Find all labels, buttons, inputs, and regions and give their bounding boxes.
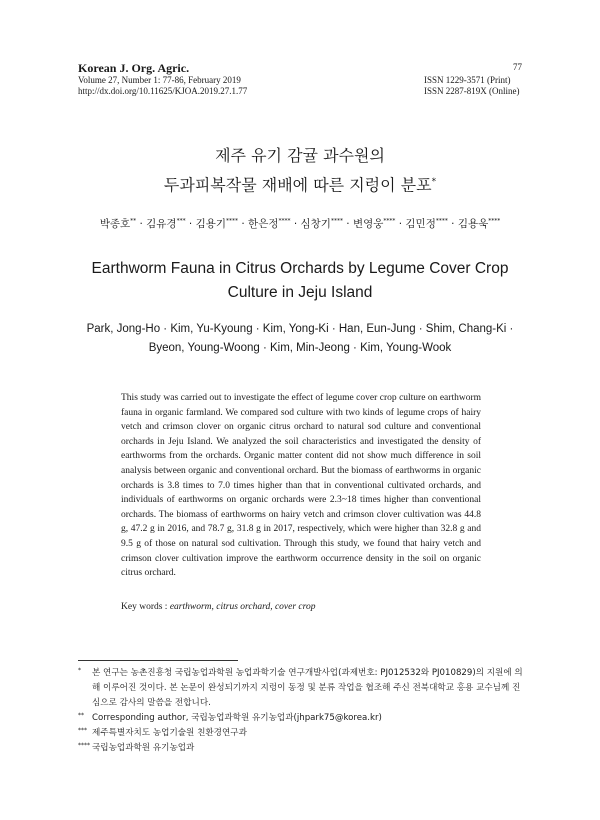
keywords-value: earthworm, citrus orchard, cover crop: [169, 602, 316, 612]
author: 변영웅****: [352, 217, 396, 230]
footnote-funding: * 본 연구는 농촌진흥청 국립농업과학원 농업과학기술 연구개발사업(과제번호: PJ012532와 PJ010829)의 지원에 의해 이루어진 것이다. 본 논문이 완성되기까지 지렁이 동정 및 분류 작업을 협조해 주신 전북대학교 홍용 교수님께 진심으로 감사의 말씀을 전합니다.: [78, 667, 523, 708]
author: 심창기****: [300, 217, 343, 230]
abstract-text: This study was carried out to investigate the effect of legume cover crop culture on earthworm fauna in organic farmland. We compared sod culture with two kinds of legume crops of hairy vetch and crimson clover on organic citrus orchard to natural sod culture and conventional orchards in Jeju Island. We analyzed the soil characteristics and investigated the density of earthworms from the orchards. Organic matter content did not show much difference in soil analysis between organic and conventional orchard. But the biomass of earthworms in organic orchards is 3.8 times to 7.0 times higher than that in conventional cultivated orchards, and individuals of earthworms on organic orchards were 2.3~18 times higher than conventional orchards. The biomass of earthworms on hairy vetch and crimson clover cultivation was 44.8 g, 47.2 g in 2016, and 78.7 g, 31.8 g in 2017, respectively, which were higher than 32.8 g and 9.5 g of those on natural sod cultivation. Through this study, we found that hairy vetch and crimson clover cultivation improve the earthworm occurrence density in the soil on organic citrus orchard.: [121, 393, 481, 579]
author: 박종호**: [99, 217, 137, 230]
issn-print: ISSN 1229-3571 (Print): [424, 75, 511, 85]
author: 김용기****: [195, 217, 239, 230]
english-title-line1: Earthworm Fauna in Citrus Orchards by Legume Cover Crop: [91, 260, 509, 277]
page-number: 77: [513, 62, 522, 72]
author: 김민정****: [405, 217, 448, 230]
keywords-label: Key words :: [121, 602, 168, 612]
footnote-affiliation-naas: **** 국립농업과학원 유기농업과: [78, 742, 195, 753]
author: 김유경***: [146, 217, 186, 230]
footnote-marker: *: [431, 177, 437, 187]
doi-link[interactable]: http://dx.doi.org/10.11625/KJOA.2019.27.1.77: [78, 86, 248, 96]
korean-title-line2: 두과피복작물 재배에 따른 지렁이 분포*: [163, 175, 437, 195]
korean-author-list: 박종호** · 김유경*** · 김용기**** · 한은정**** · 심창기**** · 변영웅**** · 김민정**** · 김용욱****: [99, 217, 501, 230]
english-title: [0, 257, 600, 305]
keywords: [121, 602, 315, 612]
footnote-affiliation-jeju: *** 제주특별자치도 농업기술원 친환경연구과: [78, 727, 247, 738]
issn-block: [424, 75, 520, 97]
english-author-list: [0, 320, 600, 358]
author: 김용욱****: [457, 217, 501, 230]
english-authors-line2: Byeon, Young-Woong · Kim, Min-Jeong · Kim, Young-Wook: [148, 342, 452, 354]
journal-header: [78, 61, 247, 97]
english-title-line2: Culture in Jeju Island: [227, 284, 373, 301]
journal-volume: Volume 27, Number 1: 77-86, February 2019: [78, 75, 241, 85]
journal-name: Korean J. Org. Agric.: [78, 61, 190, 75]
english-authors-line1: Park, Jong-Ho · Kim, Yu-Kyoung · Kim, Yong-Ki · Han, Eun-Jung · Shim, Chang-Ki ·: [86, 323, 514, 335]
author: 한은정****: [248, 217, 291, 230]
issn-online: ISSN 2287-819X (Online): [424, 86, 520, 96]
footnote-corresponding: ** Corresponding author, 국립농업과학원 유기농업과(jhpark75@korea.kr): [78, 712, 382, 723]
korean-title-line1: 제주 유기 감귤 과수원의: [215, 146, 385, 165]
korean-title: [0, 143, 600, 198]
footnotes: [78, 666, 528, 756]
footnote-divider: [78, 660, 238, 661]
